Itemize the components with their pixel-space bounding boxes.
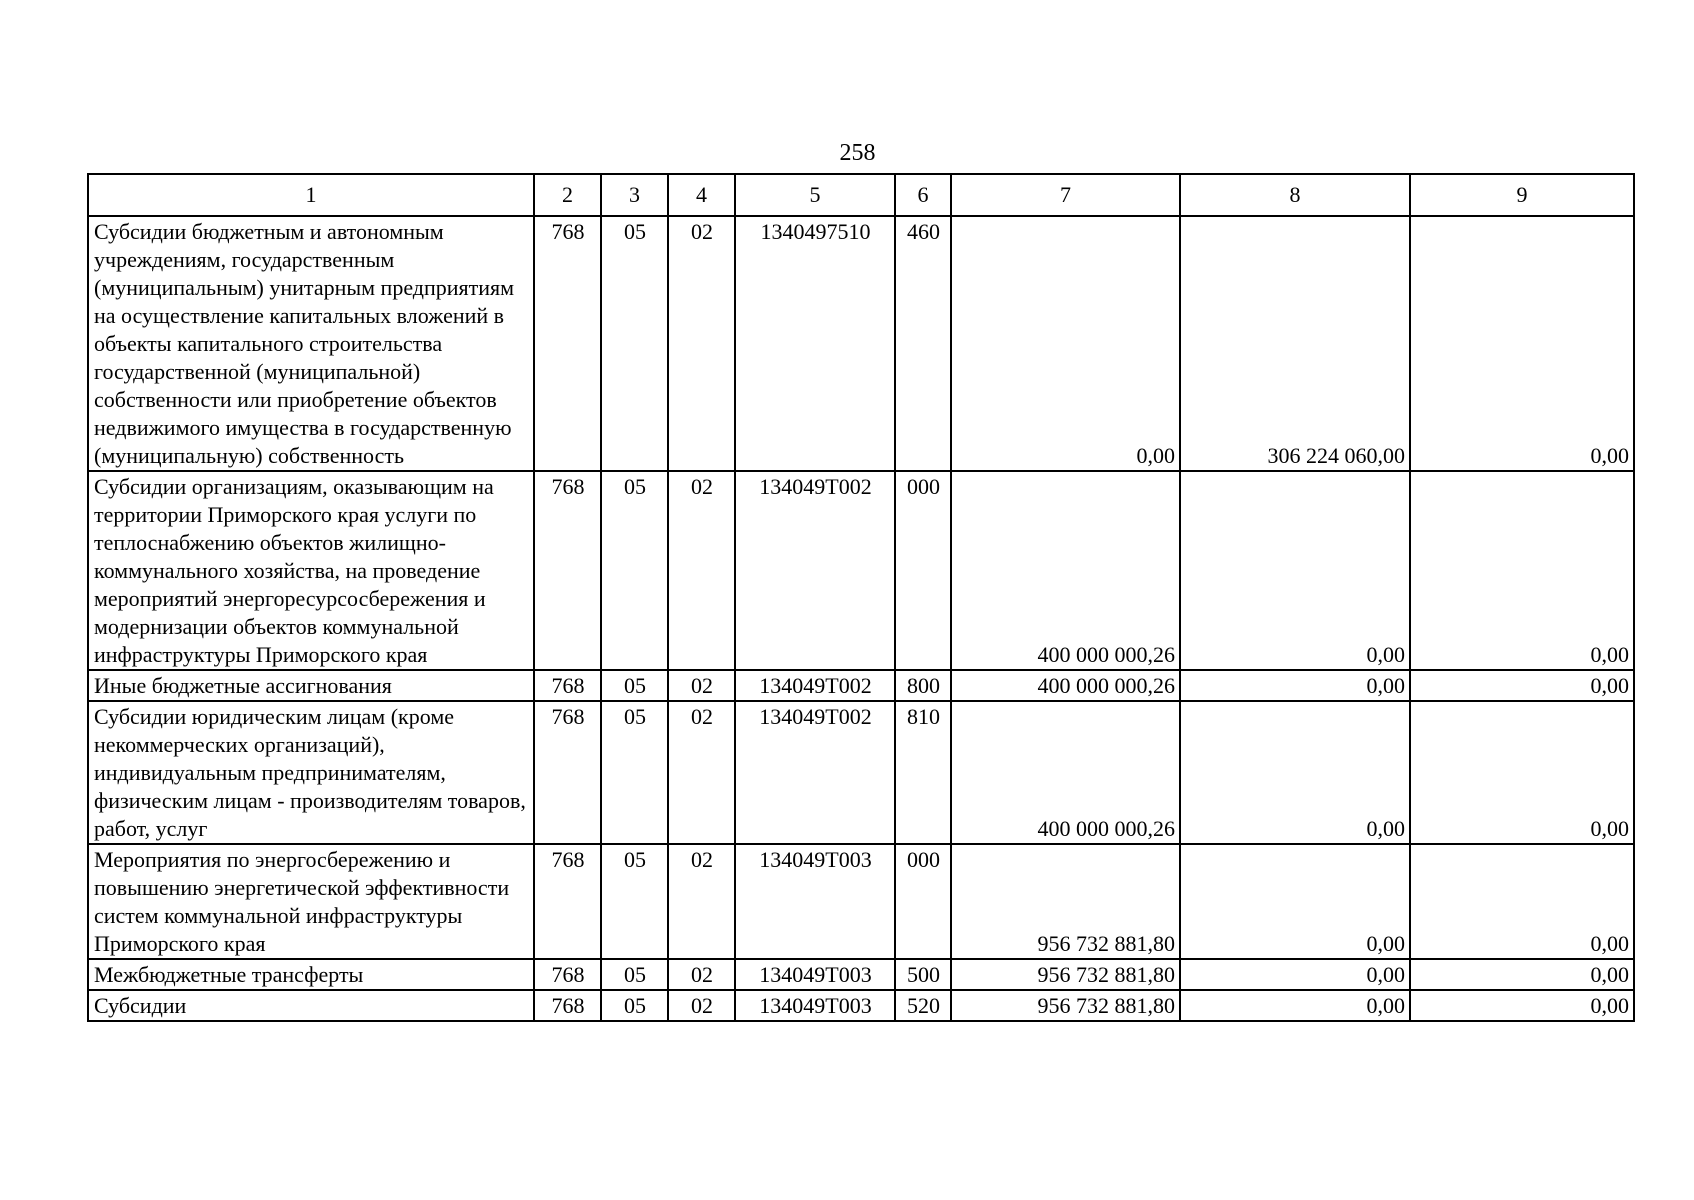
column-header: 3 <box>601 174 668 216</box>
expense-type-code: 460 <box>895 216 951 471</box>
amount-col7: 400 000 000,26 <box>951 471 1180 670</box>
row-description: Субсидии <box>88 990 534 1021</box>
amount-col9: 0,00 <box>1410 959 1634 990</box>
amount-col9: 0,00 <box>1410 990 1634 1021</box>
section-code: 05 <box>601 701 668 844</box>
ministry-code: 768 <box>534 701 601 844</box>
subsection-code: 02 <box>668 216 735 471</box>
column-header: 1 <box>88 174 534 216</box>
amount-col7: 956 732 881,80 <box>951 959 1180 990</box>
amount-col8: 0,00 <box>1180 471 1410 670</box>
target-article-code: 134049T002 <box>735 471 895 670</box>
column-header-row <box>88 174 1634 216</box>
amount-col8: 0,00 <box>1180 844 1410 959</box>
amount-col9: 0,00 <box>1410 216 1634 471</box>
amount-col9: 0,00 <box>1410 471 1634 670</box>
column-header: 2 <box>534 174 601 216</box>
target-article-code: 134049T003 <box>735 990 895 1021</box>
row-description: Субсидии бюджетным и автономным учреждениям, государственным (муниципальным) унитарным предприятиям на осуществление капитальных вложений в объекты капитального строительства государственной (муниципальной) собственности или приобретение объектов недвижимого имущества в государственную (муниципальную) собственность <box>88 216 534 471</box>
table-row <box>88 701 1634 844</box>
row-description: Субсидии организациям, оказывающим на территории Приморского края услуги по теплоснабжению объектов жилищно-коммунального хозяйства, на проведение мероприятий энергоресурсосбережения и модернизации объектов коммунальной инфраструктуры Приморского края <box>88 471 534 670</box>
amount-col9: 0,00 <box>1410 844 1634 959</box>
section-code: 05 <box>601 990 668 1021</box>
amount-col8: 0,00 <box>1180 959 1410 990</box>
table-row <box>88 959 1634 990</box>
expense-type-code: 810 <box>895 701 951 844</box>
table-row <box>88 471 1634 670</box>
table-row <box>88 670 1634 701</box>
section-code: 05 <box>601 471 668 670</box>
amount-col8: 0,00 <box>1180 990 1410 1021</box>
section-code: 05 <box>601 216 668 471</box>
amount-col8: 0,00 <box>1180 670 1410 701</box>
section-code: 05 <box>601 670 668 701</box>
subsection-code: 02 <box>668 959 735 990</box>
budget-table <box>87 173 1635 1022</box>
subsection-code: 02 <box>668 990 735 1021</box>
target-article-code: 1340497510 <box>735 216 895 471</box>
amount-col7: 400 000 000,26 <box>951 670 1180 701</box>
table-row <box>88 990 1634 1021</box>
amount-col7: 956 732 881,80 <box>951 990 1180 1021</box>
expense-type-code: 520 <box>895 990 951 1021</box>
section-code: 05 <box>601 959 668 990</box>
table-row <box>88 844 1634 959</box>
expense-type-code: 000 <box>895 471 951 670</box>
subsection-code: 02 <box>668 844 735 959</box>
subsection-code: 02 <box>668 701 735 844</box>
amount-col7: 0,00 <box>951 216 1180 471</box>
row-description: Межбюджетные трансферты <box>88 959 534 990</box>
target-article-code: 134049T003 <box>735 844 895 959</box>
amount-col7: 956 732 881,80 <box>951 844 1180 959</box>
page-number: 258 <box>839 140 876 166</box>
expense-type-code: 800 <box>895 670 951 701</box>
row-description: Мероприятия по энергосбережению и повышению энергетической эффективности систем коммунальной инфраструктуры Приморского края <box>88 844 534 959</box>
column-header: 9 <box>1410 174 1634 216</box>
column-header: 5 <box>735 174 895 216</box>
ministry-code: 768 <box>534 670 601 701</box>
row-description: Субсидии юридическим лицам (кроме некоммерческих организаций), индивидуальным предпринимателям, физическим лицам - производителям товаров, работ, услуг <box>88 701 534 844</box>
ministry-code: 768 <box>534 471 601 670</box>
column-header: 7 <box>951 174 1180 216</box>
row-description: Иные бюджетные ассигнования <box>88 670 534 701</box>
ministry-code: 768 <box>534 216 601 471</box>
ministry-code: 768 <box>534 990 601 1021</box>
subsection-code: 02 <box>668 670 735 701</box>
amount-col8: 0,00 <box>1180 701 1410 844</box>
expense-type-code: 000 <box>895 844 951 959</box>
column-header: 4 <box>668 174 735 216</box>
ministry-code: 768 <box>534 959 601 990</box>
section-code: 05 <box>601 844 668 959</box>
table-row <box>88 216 1634 471</box>
amount-col9: 0,00 <box>1410 701 1634 844</box>
ministry-code: 768 <box>534 844 601 959</box>
amount-col7: 400 000 000,26 <box>951 701 1180 844</box>
column-header: 8 <box>1180 174 1410 216</box>
target-article-code: 134049T002 <box>735 670 895 701</box>
target-article-code: 134049T002 <box>735 701 895 844</box>
target-article-code: 134049T003 <box>735 959 895 990</box>
column-header: 6 <box>895 174 951 216</box>
subsection-code: 02 <box>668 471 735 670</box>
amount-col8: 306 224 060,00 <box>1180 216 1410 471</box>
amount-col9: 0,00 <box>1410 670 1634 701</box>
expense-type-code: 500 <box>895 959 951 990</box>
